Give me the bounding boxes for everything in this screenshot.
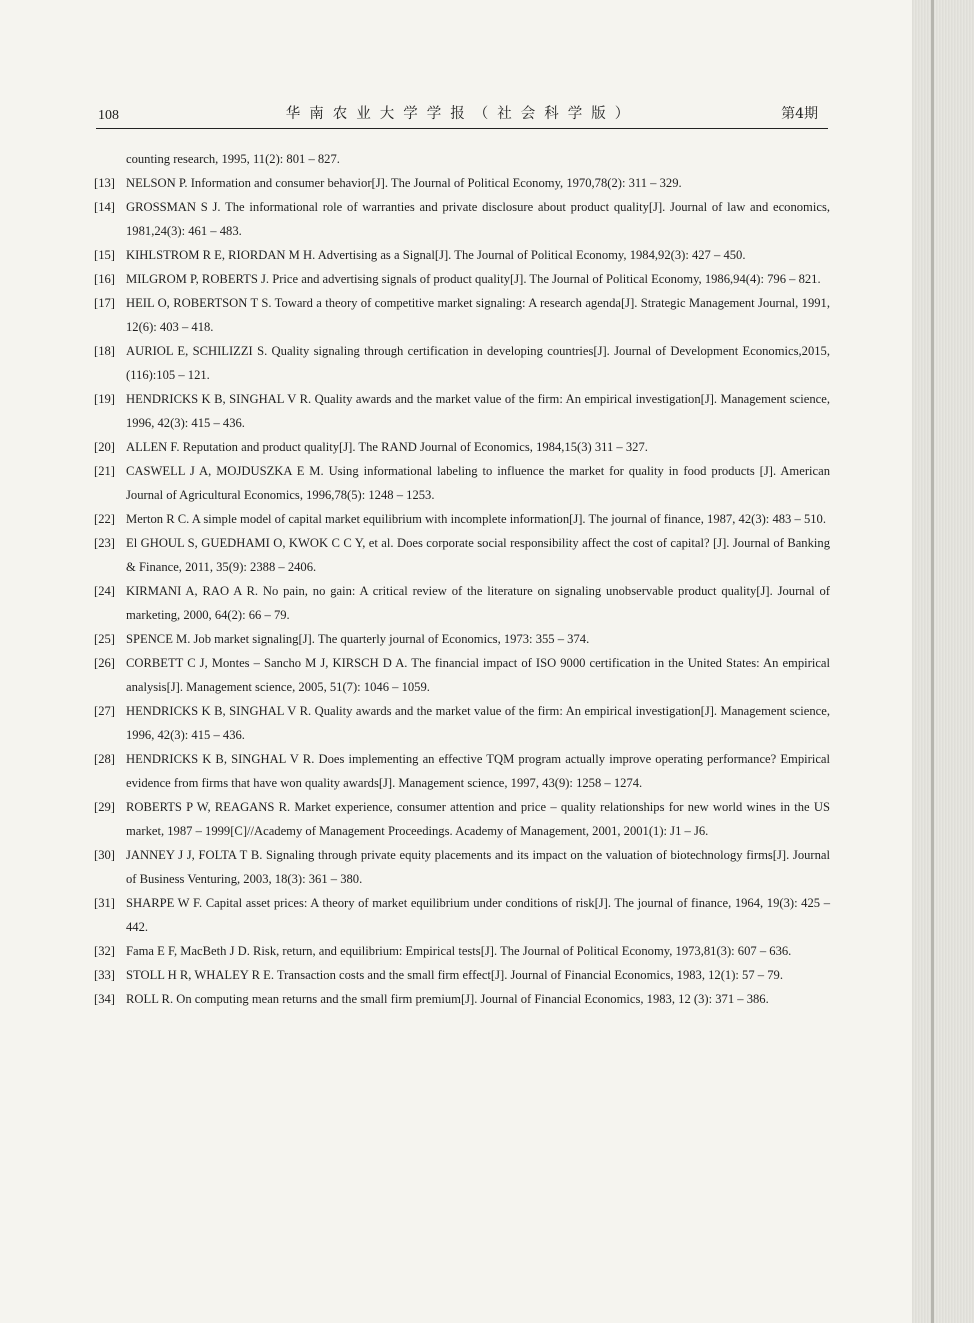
reference-entry xyxy=(94,147,830,171)
reference-text: JANNEY J J, FOLTA T B. Signaling through private equity placements and its impact on the valuation of biotechnology firms[J]. Journal of Business Venturing, 2003, 18(3): 361 – 380. xyxy=(126,848,830,886)
reference-entry xyxy=(94,627,830,651)
reference-number: [27] xyxy=(94,704,115,718)
reference-text: SPENCE M. Job market signaling[J]. The quarterly journal of Economics, 1973: 355 – 374. xyxy=(126,632,590,646)
reference-entry xyxy=(94,267,830,291)
reference-text: CASWELL J A, MOJDUSZKA E M. Using informational labeling to influence the market for quality in food products [J]. American Journal of Agricultural Economics, 1996,78(5): 1248 – 1253. xyxy=(126,464,830,502)
reference-entry xyxy=(94,579,830,627)
reference-text: SHARPE W F. Capital asset prices: A theory of market equilibrium under conditions of risk[J]. The journal of finance, 1964, 19(3): 425 – 442. xyxy=(126,896,830,934)
reference-entry xyxy=(94,435,830,459)
reference-list xyxy=(94,147,830,1011)
reference-number: [14] xyxy=(94,200,115,214)
reference-text: KIRMANI A, RAO A R. No pain, no gain: A critical review of the literature on signaling unobservable product quality[J]. Journal of marketing, 2000, 64(2): 66 – 79. xyxy=(126,584,830,622)
reference-entry xyxy=(94,651,830,699)
reference-entry xyxy=(94,507,830,531)
reference-text: HENDRICKS K B, SINGHAL V R. Quality awards and the market value of the firm: An empirical investigation[J]. Management science, 1996, 42(3): 415 – 436. xyxy=(126,392,830,430)
reference-number: [18] xyxy=(94,344,115,358)
reference-text: NELSON P. Information and consumer behavior[J]. The Journal of Political Economy, 1970,78(2): 311 – 329. xyxy=(126,176,682,190)
reference-text: ALLEN F. Reputation and product quality[J]. The RAND Journal of Economics, 1984,15(3) 311 – 327. xyxy=(126,440,648,454)
reference-text: HENDRICKS K B, SINGHAL V R. Quality awards and the market value of the firm: An empirical investigation[J]. Management science, 1996, 42(3): 415 – 436. xyxy=(126,704,830,742)
reference-number: [23] xyxy=(94,536,115,550)
reference-text: counting research, 1995, 11(2): 801 – 827. xyxy=(126,152,340,166)
header-rule xyxy=(96,128,828,129)
reference-entry xyxy=(94,747,830,795)
reference-text: STOLL H R, WHALEY R E. Transaction costs and the small firm effect[J]. Journal of Financial Economics, 1983, 12(1): 57 – 79. xyxy=(126,968,783,982)
reference-entry xyxy=(94,171,830,195)
reference-text: Fama E F, MacBeth J D. Risk, return, and equilibrium: Empirical tests[J]. The Journal of Political Economy, 1973,81(3): 607 – 636. xyxy=(126,944,792,958)
reference-entry xyxy=(94,699,830,747)
reference-number: [16] xyxy=(94,272,115,286)
reference-entry xyxy=(94,795,830,843)
reference-number: [26] xyxy=(94,656,115,670)
reference-number: [19] xyxy=(94,392,115,406)
reference-number: [20] xyxy=(94,440,115,454)
issue-label: 第4期 xyxy=(781,106,818,122)
reference-number: [21] xyxy=(94,464,115,478)
reference-number: [25] xyxy=(94,632,115,646)
reference-number: [31] xyxy=(94,896,115,910)
reference-entry xyxy=(94,843,830,891)
reference-entry xyxy=(94,531,830,579)
reference-text: GROSSMAN S J. The informational role of warranties and private disclosure about product quality[J]. Journal of law and economics, 1981,24(3): 461 – 483. xyxy=(126,200,830,238)
scan-edge-line xyxy=(931,0,934,1323)
reference-entry xyxy=(94,339,830,387)
reference-number: [29] xyxy=(94,800,115,814)
reference-number: [17] xyxy=(94,296,115,310)
reference-entry xyxy=(94,387,830,435)
reference-entry xyxy=(94,939,830,963)
reference-text: CORBETT C J, Montes – Sancho M J, KIRSCH D A. The financial impact of ISO 9000 certification in the United States: An empirical analysis[J]. Management science, 2005, 51(7): 1046 – 1059. xyxy=(126,656,830,694)
reference-entry xyxy=(94,459,830,507)
reference-text: KIHLSTROM R E, RIORDAN M H. Advertising as a Signal[J]. The Journal of Political Economy, 1984,92(3): 427 – 450. xyxy=(126,248,746,262)
reference-entry xyxy=(94,963,830,987)
reference-text: HENDRICKS K B, SINGHAL V R. Does implementing an effective TQM program actually improve operating performance? Empirical evidence from firms that have won quality awards[J]. Management science, 1997, 43(9): 1258 – 1274. xyxy=(126,752,830,790)
reference-number: [13] xyxy=(94,176,115,190)
reference-text: Merton R C. A simple model of capital market equilibrium with incomplete information[J]. The journal of finance, 1987, 42(3): 483 – 510. xyxy=(126,512,826,526)
page-header xyxy=(96,104,828,128)
reference-number: [32] xyxy=(94,944,115,958)
reference-number: [24] xyxy=(94,584,115,598)
reference-entry xyxy=(94,987,830,1011)
reference-number: [28] xyxy=(94,752,115,766)
page-number: 108 xyxy=(98,108,119,123)
reference-entry xyxy=(94,891,830,939)
reference-text: AURIOL E, SCHILIZZI S. Quality signaling through certification in developing countries[J]. Journal of Development Economics,2015,(116):105 – 121. xyxy=(126,344,830,382)
reference-text: HEIL O, ROBERTSON T S. Toward a theory of competitive market signaling: A research agenda[J]. Strategic Management Journal, 1991, 12(6): 403 – 418. xyxy=(126,296,830,334)
reference-entry xyxy=(94,243,830,267)
reference-text: ROBERTS P W, REAGANS R. Market experience, consumer attention and price – quality relationships for new world wines in the US market, 1987 – 1999[C]//Academy of Management Proceedings. Academy of Management, 2001, 2001(1): J1 – J6. xyxy=(126,800,830,838)
reference-text: ROLL R. On computing mean returns and the small firm premium[J]. Journal of Financial Economics, 1983, 12 (3): 371 – 386. xyxy=(126,992,769,1006)
reference-text: El GHOUL S, GUEDHAMI O, KWOK C C Y, et al. Does corporate social responsibility affect the cost of capital? [J]. Journal of Banking & Finance, 2011, 35(9): 2388 – 2406. xyxy=(126,536,830,574)
scan-edge-shadow xyxy=(912,0,974,1323)
reference-number: [33] xyxy=(94,968,115,982)
reference-entry xyxy=(94,291,830,339)
journal-title: 华南农业大学学报（社会科学版） xyxy=(285,106,639,122)
reference-number: [34] xyxy=(94,992,115,1006)
reference-text: MILGROM P, ROBERTS J. Price and advertising signals of product quality[J]. The Journal of Political Economy, 1986,94(4): 796 – 821. xyxy=(126,272,821,286)
reference-entry xyxy=(94,195,830,243)
reference-number: [15] xyxy=(94,248,115,262)
reference-number: [30] xyxy=(94,848,115,862)
reference-number: [22] xyxy=(94,512,115,526)
